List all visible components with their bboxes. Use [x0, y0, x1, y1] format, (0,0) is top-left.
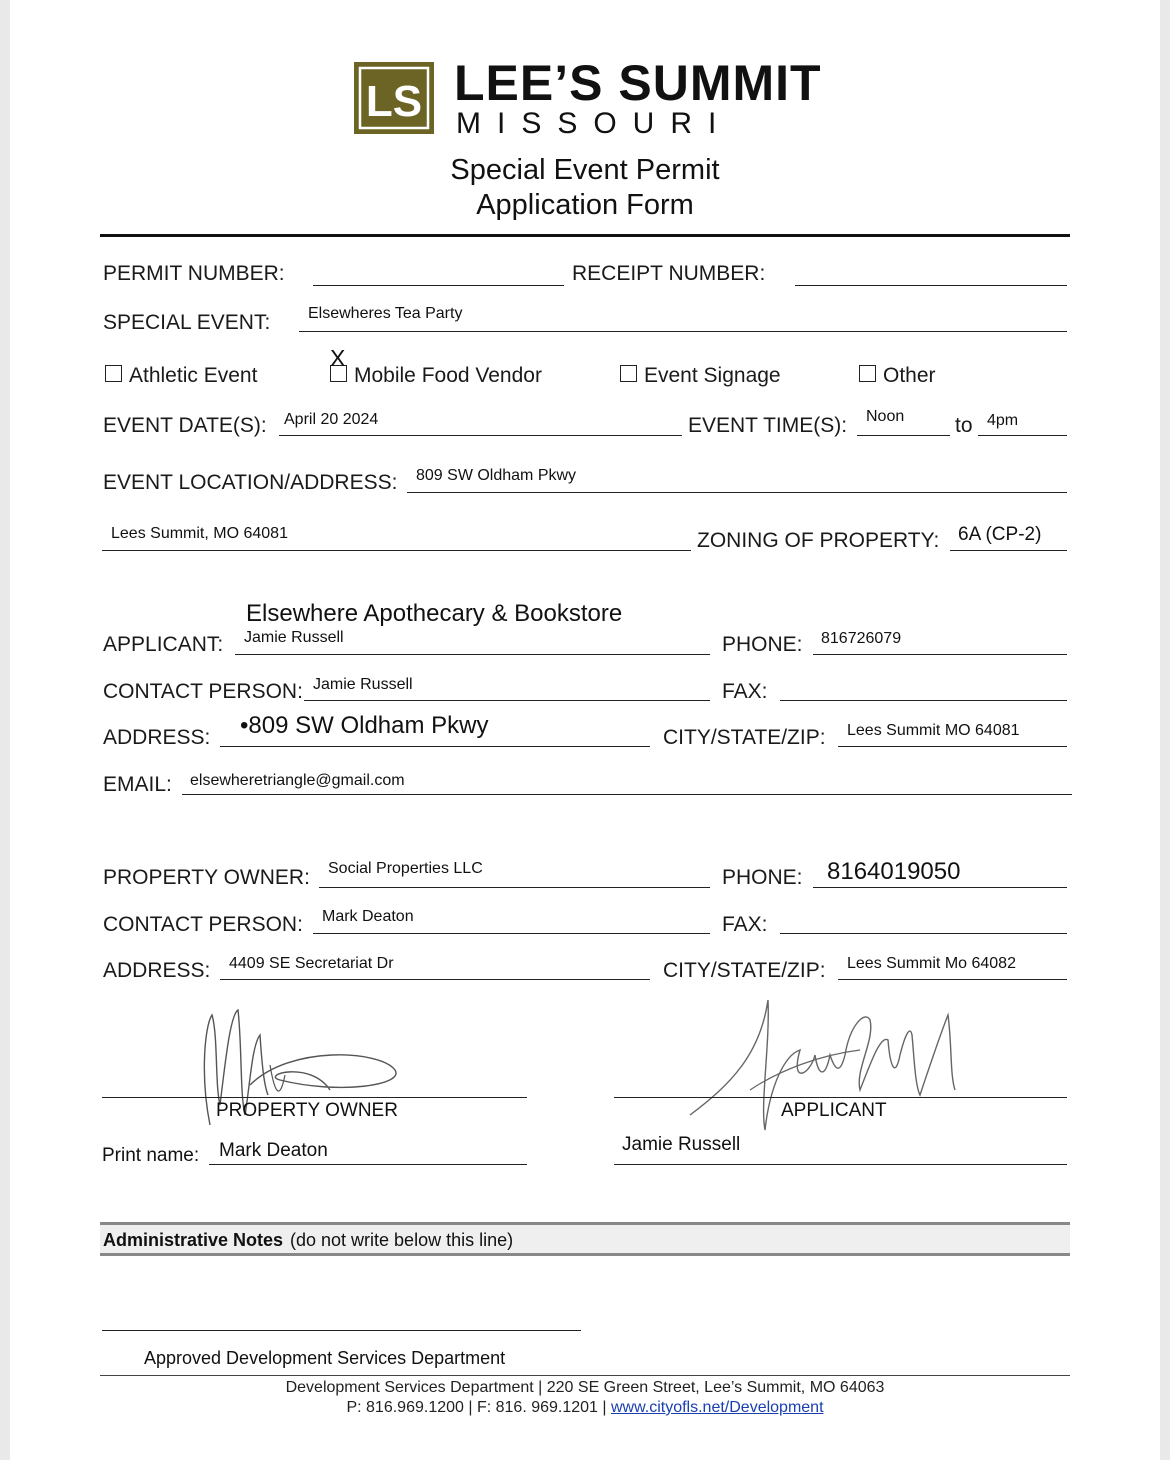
- applicant-print-name-field: [614, 1164, 1067, 1165]
- checkbox-icon[interactable]: [620, 365, 637, 382]
- applicant-email-value[interactable]: elsewheretriangle@gmail.com: [190, 772, 405, 789]
- applicant-label: APPLICANT:: [103, 633, 224, 656]
- checkbox-icon[interactable]: [105, 365, 122, 382]
- footer-divider: [100, 1375, 1070, 1376]
- checkbox-label: Event Signage: [644, 364, 781, 387]
- logo-state: MISSOURI: [456, 107, 733, 140]
- owner-fax-label: FAX:: [722, 913, 768, 936]
- applicant-fax-label: FAX:: [722, 680, 768, 703]
- applicant-signature-line: [614, 1097, 1067, 1098]
- form-title-line2: Application Form: [476, 189, 694, 221]
- checkbox-x-mark: X: [330, 345, 346, 371]
- applicant-phone-value[interactable]: 816726079: [821, 630, 902, 647]
- special-event-value[interactable]: Elsewheres Tea Party: [308, 305, 463, 322]
- event-location-field: [407, 492, 1067, 493]
- applicant-value[interactable]: Jamie Russell: [244, 629, 344, 646]
- applicant-phone-field: [813, 654, 1067, 655]
- applicant-email-label: EMAIL:: [103, 773, 172, 796]
- applicant-csz-value[interactable]: Lees Summit MO 64081: [847, 722, 1020, 739]
- event-time-label: EVENT TIME(S):: [688, 414, 848, 437]
- checkbox-athletic-event[interactable]: [105, 364, 257, 388]
- owner-print-name-value[interactable]: Mark Deaton: [219, 1140, 328, 1161]
- footer-website-link[interactable]: www.cityofls.net/Development: [610, 1399, 824, 1416]
- event-location-line2-value[interactable]: Lees Summit, MO 64081: [111, 525, 288, 542]
- owner-csz-label: CITY/STATE/ZIP:: [663, 959, 826, 982]
- svg-text:LS: LS: [365, 77, 423, 126]
- event-location-line2-field: [102, 550, 691, 551]
- owner-phone-label: PHONE:: [722, 866, 803, 889]
- receipt-number-label: RECEIPT NUMBER:: [572, 262, 766, 285]
- applicant-phone-label: PHONE:: [722, 633, 803, 656]
- special-event-field: [299, 331, 1067, 332]
- owner-phone-value[interactable]: 8164019050: [827, 858, 961, 885]
- event-date-field: [279, 435, 682, 436]
- permit-number-label: PERMIT NUMBER:: [103, 262, 285, 285]
- event-date-value[interactable]: April 20 2024: [284, 411, 379, 428]
- applicant-field: [235, 654, 710, 655]
- checkbox-label: Athletic Event: [129, 364, 258, 387]
- approval-signature-line: [102, 1330, 581, 1331]
- applicant-address-field: [220, 746, 650, 747]
- logo-mark: [354, 62, 434, 134]
- owner-print-name-field: [209, 1164, 527, 1165]
- applicant-csz-label: CITY/STATE/ZIP:: [663, 726, 826, 749]
- admin-notes-title: Administrative Notes: [103, 1230, 284, 1250]
- admin-notes-bar: [100, 1222, 1070, 1256]
- approved-label: Approved Development Services Department: [144, 1348, 506, 1368]
- special-event-label: SPECIAL EVENT:: [103, 311, 271, 334]
- applicant-address-value[interactable]: •809 SW Oldham Pkwy: [240, 712, 489, 739]
- footer-contact: [10, 1399, 1160, 1417]
- receipt-number-field[interactable]: [795, 285, 1067, 286]
- event-date-label: EVENT DATE(S):: [103, 414, 267, 437]
- owner-phone-field: [813, 887, 1067, 888]
- applicant-contact-value[interactable]: Jamie Russell: [313, 676, 413, 693]
- permit-form-page: [10, 0, 1160, 1460]
- owner-contact-label: CONTACT PERSON:: [103, 913, 303, 936]
- event-time-to-field: [978, 435, 1067, 436]
- applicant-print-name-value[interactable]: Jamie Russell: [622, 1134, 741, 1155]
- footer-address: Development Services Department | 220 SE Green Street, Lee’s Summit, MO 64063: [285, 1379, 885, 1396]
- applicant-address-label: ADDRESS:: [103, 726, 211, 749]
- checkbox-label: Other: [883, 364, 936, 387]
- admin-notes-subtitle: (do not write below this line): [290, 1230, 514, 1250]
- owner-csz-value[interactable]: Lees Summit Mo 64082: [847, 955, 1016, 972]
- applicant-contact-label: CONTACT PERSON:: [103, 680, 303, 703]
- logo-name: LEE’S SUMMIT: [454, 55, 822, 111]
- owner-signature-line: [102, 1097, 527, 1098]
- form-title-line1: Special Event Permit: [450, 154, 720, 186]
- zoning-label: ZONING OF PROPERTY:: [697, 529, 940, 552]
- zoning-value[interactable]: 6A (CP-2): [958, 524, 1042, 545]
- owner-address-value[interactable]: 4409 SE Secretariat Dr: [229, 955, 394, 972]
- ls-logo-icon: [354, 62, 434, 134]
- checkbox-mobile-food-vendor[interactable]: [330, 364, 542, 388]
- owner-signature-caption: PROPERTY OWNER: [216, 1100, 398, 1121]
- event-time-to-label: to: [955, 414, 973, 437]
- owner-contact-field: [313, 933, 710, 934]
- event-time-to-value[interactable]: 4pm: [987, 412, 1019, 429]
- event-location-label: EVENT LOCATION/ADDRESS:: [103, 471, 398, 494]
- applicant-email-field: [182, 794, 1072, 795]
- owner-fax-field[interactable]: [780, 933, 1067, 934]
- event-time-from-value[interactable]: Noon: [866, 408, 905, 425]
- applicant-signature-caption: APPLICANT: [781, 1100, 887, 1121]
- owner-value[interactable]: Social Properties LLC: [328, 860, 483, 877]
- owner-address-label: ADDRESS:: [103, 959, 211, 982]
- applicant-fax-field[interactable]: [780, 700, 1067, 701]
- zoning-field: [950, 550, 1067, 551]
- checkbox-event-signage[interactable]: [620, 364, 781, 388]
- event-location-value[interactable]: 809 SW Oldham Pkwy: [416, 467, 577, 484]
- footer-phone-fax: P: 816.969.1200 | F: 816. 969.1201 |: [346, 1399, 611, 1416]
- applicant-csz-field: [838, 746, 1067, 747]
- checkbox-other[interactable]: [859, 364, 936, 388]
- applicant-contact-field: [304, 700, 710, 701]
- owner-label: PROPERTY OWNER:: [103, 866, 310, 889]
- owner-field: [319, 887, 710, 888]
- permit-number-field[interactable]: [313, 285, 564, 286]
- checkbox-label: Mobile Food Vendor: [354, 364, 542, 387]
- header-divider: [100, 234, 1070, 237]
- owner-csz-field: [838, 979, 1067, 980]
- event-time-from-field: [857, 435, 950, 436]
- applicant-business-name[interactable]: Elsewhere Apothecary & Bookstore: [246, 600, 623, 627]
- checkbox-icon[interactable]: [859, 365, 876, 382]
- owner-contact-value[interactable]: Mark Deaton: [322, 908, 414, 925]
- print-name-label: Print name:: [102, 1145, 200, 1166]
- owner-address-field: [220, 979, 650, 980]
